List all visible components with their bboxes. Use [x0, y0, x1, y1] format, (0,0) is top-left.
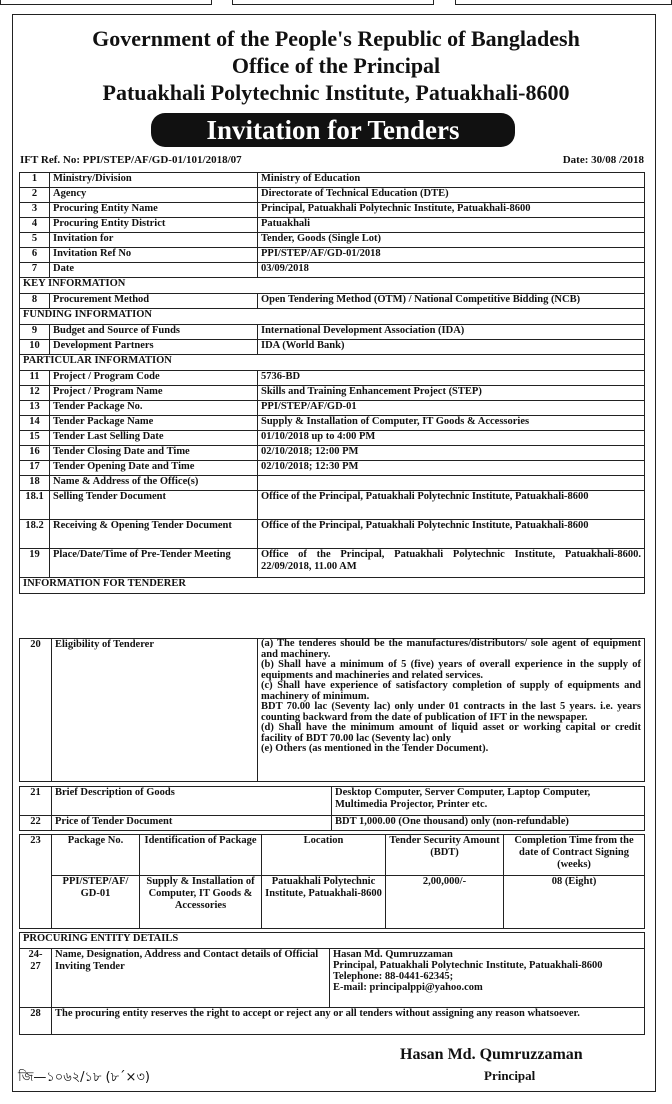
- row-label: Ministry/Division: [50, 173, 258, 188]
- row-label: Name & Address of the Office(s): [50, 476, 258, 491]
- cell-completion: 08 (Eight): [504, 876, 645, 929]
- table-row: [20, 416, 645, 431]
- row-value: Open Tendering Method (OTM) / National Competitive Bidding (NCB): [258, 294, 645, 309]
- document-price: BDT 1,000.00 (One thousand) only (non-refundable): [332, 816, 645, 831]
- row-number: 20: [20, 639, 52, 782]
- table-row: [20, 549, 645, 578]
- row-label: Eligibility of Tenderer: [52, 639, 258, 782]
- procuring-table: [19, 932, 645, 1035]
- table-row: [20, 218, 645, 233]
- row-number: 24- 27: [20, 949, 52, 1008]
- table-row: [20, 520, 645, 549]
- row-number: 18: [20, 476, 50, 491]
- row-value: Ministry of Education: [258, 173, 645, 188]
- row-label: Agency: [50, 188, 258, 203]
- row-label: Price of Tender Document: [52, 816, 332, 831]
- row-number: 18.1: [20, 491, 50, 520]
- row-value: 03/09/2018: [258, 263, 645, 278]
- signature-title: Principal: [484, 1068, 536, 1083]
- row-value: PPI/STEP/AF/GD-01/2018: [258, 248, 645, 263]
- row-label: Invitation for: [50, 233, 258, 248]
- row-value: Office of the Principal, Patuakhali Polytechnic Institute, Patuakhali-8600. 22/09/2018, 11.00 AM: [258, 549, 645, 578]
- row-label: Invitation Ref No: [50, 248, 258, 263]
- col-header-package-no: Package No.: [52, 835, 140, 876]
- section-heading: INFORMATION FOR TENDERER: [20, 578, 645, 594]
- section-row: [20, 578, 645, 594]
- row-label: Tender Package Name: [50, 416, 258, 431]
- table-row: [20, 203, 645, 218]
- row-number: 3: [20, 203, 50, 218]
- row-value: Directorate of Technical Education (DTE): [258, 188, 645, 203]
- row-value: Supply & Installation of Computer, IT Goods & Accessories: [258, 416, 645, 431]
- row-number: 18.2: [20, 520, 50, 549]
- row-label: Budget and Source of Funds: [50, 325, 258, 340]
- header-institute: Patuakhali Polytechnic Institute, Patuakhali-8600: [102, 80, 570, 105]
- row-label: Development Partners: [50, 340, 258, 355]
- row-label: Place/Date/Time of Pre-Tender Meeting: [50, 549, 258, 578]
- table-row: [20, 263, 645, 278]
- row-value: IDA (World Bank): [258, 340, 645, 355]
- row-number: 19: [20, 549, 50, 578]
- row-number: 14: [20, 416, 50, 431]
- cell-package-no: PPI/STEP/AF/ GD-01: [52, 876, 140, 929]
- row-label: Tender Closing Date and Time: [50, 446, 258, 461]
- tender-table-main: [19, 172, 645, 594]
- row-number: 23: [20, 835, 52, 929]
- goods-description: Desktop Computer, Server Computer, Laptop Computer, Multimedia Projector, Printer etc.: [332, 787, 645, 816]
- header-office: Office of the Principal: [231, 53, 441, 78]
- row-number: 21: [20, 787, 52, 816]
- row-label: Tender Package No.: [50, 401, 258, 416]
- row-value: [258, 476, 645, 491]
- col-header-security: Tender Security Amount (BDT): [386, 835, 504, 876]
- section-procuring: PROCURING ENTITY DETAILS: [20, 933, 645, 949]
- cell-location: Patuakhali Polytechnic Institute, Patuakhali-8600: [262, 876, 386, 929]
- row-number: 15: [20, 431, 50, 446]
- row-number: 13: [20, 401, 50, 416]
- title-banner: Invitation for Tenders: [151, 113, 515, 147]
- footer-code: জি—১০৬২/১৮ (৮´×৩): [18, 1070, 150, 1085]
- row-value: PPI/STEP/AF/GD-01: [258, 401, 645, 416]
- cell-identification: Supply & Installation of Computer, IT Goods & Accessories: [140, 876, 262, 929]
- section-heading: PARTICULAR INFORMATION: [20, 355, 645, 371]
- col-header-location: Location: [262, 835, 386, 876]
- row-value: 02/10/2018; 12:30 PM: [258, 461, 645, 476]
- section-row: [20, 309, 645, 325]
- col-header-identification: Identification of Package: [140, 835, 262, 876]
- eligibility-table: [19, 638, 645, 782]
- row-number: 1: [20, 173, 50, 188]
- table-row: [20, 386, 645, 401]
- table-row: [20, 461, 645, 476]
- row-number: 5: [20, 233, 50, 248]
- row-label: Tender Opening Date and Time: [50, 461, 258, 476]
- table-row: [20, 248, 645, 263]
- cell-security: 2,00,000/-: [386, 876, 504, 929]
- row-number: 4: [20, 218, 50, 233]
- row-label: Date: [50, 263, 258, 278]
- section-row: [20, 278, 645, 294]
- table-row: [20, 401, 645, 416]
- section-heading: FUNDING INFORMATION: [20, 309, 645, 325]
- row-label: Tender Last Selling Date: [50, 431, 258, 446]
- row-number: 16: [20, 446, 50, 461]
- table-row: [20, 476, 645, 491]
- eligibility-text: (a) The tenderes should be the manufactures/distributors/ sole agent of equipment and machinery. (b) Shall have a minimum of 5 (five) years of overall experience in the supply of equipments and machineries and related services. (c) Shall have experience of satisfactory completion of supply of equipments and machinery of minimum. BDT 70.00 lac (Seventy lac) only under 01 contracts in the last 5 years. i.e. years counting backward from the date of publication of IFT in the newspaper. (d) Shall have the minimum amount of liquid asset or working capital or credit facility of BDT 70.00 lac (Seventy lac) only (e) Others (as mentioned in the Tender Document).: [258, 639, 645, 782]
- table-row: [20, 371, 645, 386]
- row-label: Procuring Entity District: [50, 218, 258, 233]
- row-value: Principal, Patuakhali Polytechnic Institute, Patuakhali-8600: [258, 203, 645, 218]
- reservation-clause: The procuring entity reserves the right to accept or reject any or all tenders without assigning any reason whatsoever.: [52, 1008, 645, 1035]
- table-row: [20, 340, 645, 355]
- row-label: Receiving & Opening Tender Document: [50, 520, 258, 549]
- row-number: 10: [20, 340, 50, 355]
- row-value: 01/10/2018 up to 4:00 PM: [258, 431, 645, 446]
- row-value: Office of the Principal, Patuakhali Polytechnic Institute, Patuakhali-8600: [258, 491, 645, 520]
- row-label: Brief Description of Goods: [52, 787, 332, 816]
- table-row: [20, 188, 645, 203]
- row-label: Procurement Method: [50, 294, 258, 309]
- table-row: [20, 325, 645, 340]
- ift-date: Date: 30/08 /2018: [562, 154, 644, 166]
- row-number: 28: [20, 1008, 52, 1035]
- row-number: 17: [20, 461, 50, 476]
- row-label: Selling Tender Document: [50, 491, 258, 520]
- table-row: [20, 431, 645, 446]
- ift-ref: IFT Ref. No: PPI/STEP/AF/GD-01/101/2018/07: [20, 154, 242, 166]
- row-number: 6: [20, 248, 50, 263]
- table-row: [20, 446, 645, 461]
- header-government: Government of the People's Republic of Bangladesh: [92, 26, 580, 51]
- signature-name: Hasan Md. Qumruzzaman: [400, 1046, 583, 1063]
- table-row: [20, 294, 645, 309]
- row-value: Patuakhali: [258, 218, 645, 233]
- goods-table: [19, 786, 645, 831]
- row-number: 8: [20, 294, 50, 309]
- official-contact: Hasan Md. Qumruzzaman Principal, Patuakhali Polytechnic Institute, Patuakhali-8600 Telephone: 88-0441-62345; E-mail: principalppi@yahoo.com: [330, 949, 645, 1008]
- col-header-completion: Completion Time from the date of Contract Signing (weeks): [504, 835, 645, 876]
- row-label: Procuring Entity Name: [50, 203, 258, 218]
- row-label: Project / Program Code: [50, 371, 258, 386]
- row-label: Name, Designation, Address and Contact details of Official Inviting Tender: [52, 949, 330, 1008]
- row-value: Office of the Principal, Patuakhali Polytechnic Institute, Patuakhali-8600: [258, 520, 645, 549]
- package-table: [19, 834, 645, 929]
- row-value: International Development Association (IDA): [258, 325, 645, 340]
- top-border-bars: [0, 0, 672, 8]
- row-value: Tender, Goods (Single Lot): [258, 233, 645, 248]
- row-number: 12: [20, 386, 50, 401]
- table-row: [20, 491, 645, 520]
- row-number: 7: [20, 263, 50, 278]
- section-heading: KEY INFORMATION: [20, 278, 645, 294]
- row-number: 11: [20, 371, 50, 386]
- row-value: Skills and Training Enhancement Project (STEP): [258, 386, 645, 401]
- section-row: [20, 355, 645, 371]
- table-row: [20, 233, 645, 248]
- row-number: 9: [20, 325, 50, 340]
- row-number: 2: [20, 188, 50, 203]
- row-label: Project / Program Name: [50, 386, 258, 401]
- row-number: 22: [20, 816, 52, 831]
- table-row: [20, 173, 645, 188]
- row-value: 02/10/2018; 12:00 PM: [258, 446, 645, 461]
- row-value: 5736-BD: [258, 371, 645, 386]
